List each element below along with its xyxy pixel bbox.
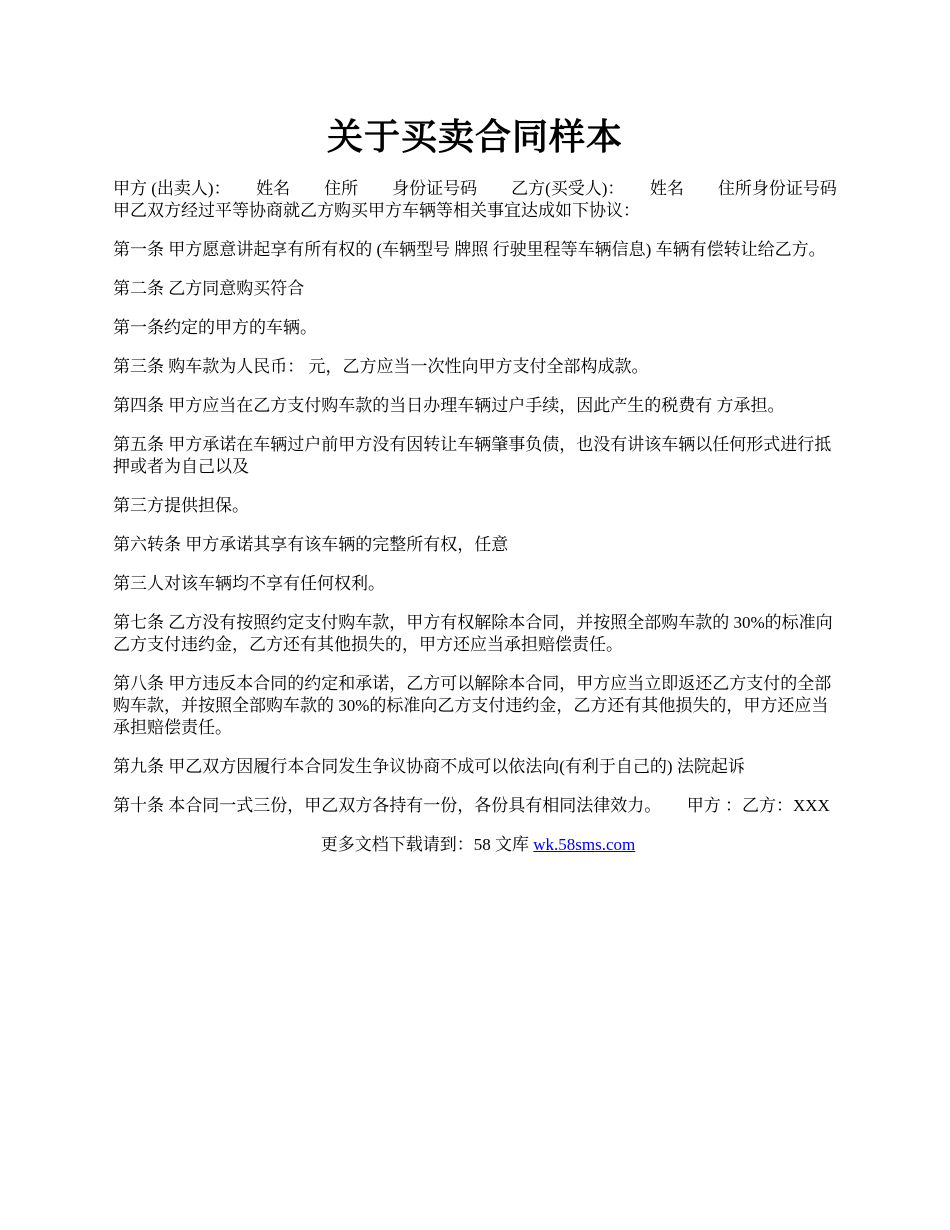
paragraph-article-7: 第七条 乙方没有按照约定支付购车款，甲方有权解除本合同，并按照全部购车款的 30%的标准向乙方支付违约金，乙方还有其他损失的，甲方还应当承担赔偿责任。 [113, 613, 833, 654]
paragraph-article-6-cont: 第三人对该车辆均不享有任何权利。 [113, 574, 385, 593]
paragraph-article-2-cont: 第一条约定的甲方的车辆。 [113, 318, 317, 337]
paragraph-parties: 甲方 (出卖人)： 姓名 住所 身份证号码 乙方(买受人)： 姓名 住所身份证号码 甲乙双方经过平等协商就乙方购买甲方车辆等相关事宜达成如下协议： [113, 179, 871, 220]
paragraph-article-1: 第一条 甲方愿意讲起享有所有权的 (车辆型号 牌照 行驶里程等车辆信息) 车辆有偿转让给乙方。 [113, 240, 826, 259]
footer-text: 更多文档下载请到：58 文库 [320, 835, 534, 854]
paragraph-article-9: 第九条 甲乙双方因履行本合同发生争议协商不成可以依法向(有利于自己的) 法院起诉 [113, 757, 745, 776]
document-title: 关于买卖合同样本 [326, 117, 623, 157]
document-body [113, 178, 871, 856]
paragraph-article-5-cont: 第三方提供担保。 [113, 496, 249, 515]
paragraph-article-6: 第六转条 甲方承诺其享有该车辆的完整所有权，任意 [113, 535, 509, 554]
paragraph-article-10: 第十条 本合同一式三份，甲乙双方各持有一份，各份具有相同法律效力。 甲方 ：乙方：XXX [113, 796, 830, 815]
footer-link[interactable]: wk.58sms.com [533, 835, 636, 854]
paragraph-article-3: 第三条 购车款为人民币： 元，乙方应当一次性向甲方支付全部构成款。 [113, 357, 649, 376]
paragraph-article-2: 第二条 乙方同意购买符合 [113, 279, 305, 298]
paragraph-article-8: 第八条 甲方违反本合同的约定和承诺，乙方可以解除本合同，甲方应当立即返还乙方支付的全部购车款，并按照全部购车款的 30%的标准向乙方支付违约金，乙方还有其他损失的，甲方还应当承担赔偿责任。 [113, 674, 832, 737]
download-footer [113, 834, 843, 856]
paragraph-article-5: 第五条 甲方承诺在车辆过户前甲方没有因转让车辆肇事负债，也没有讲该车辆以任何形式进行抵押或者为自己以及 [113, 435, 832, 476]
paragraph-article-4: 第四条 甲方应当在乙方支付购车款的当日办理车辆过户手续，因此产生的税费有 方承担。 [113, 396, 785, 415]
